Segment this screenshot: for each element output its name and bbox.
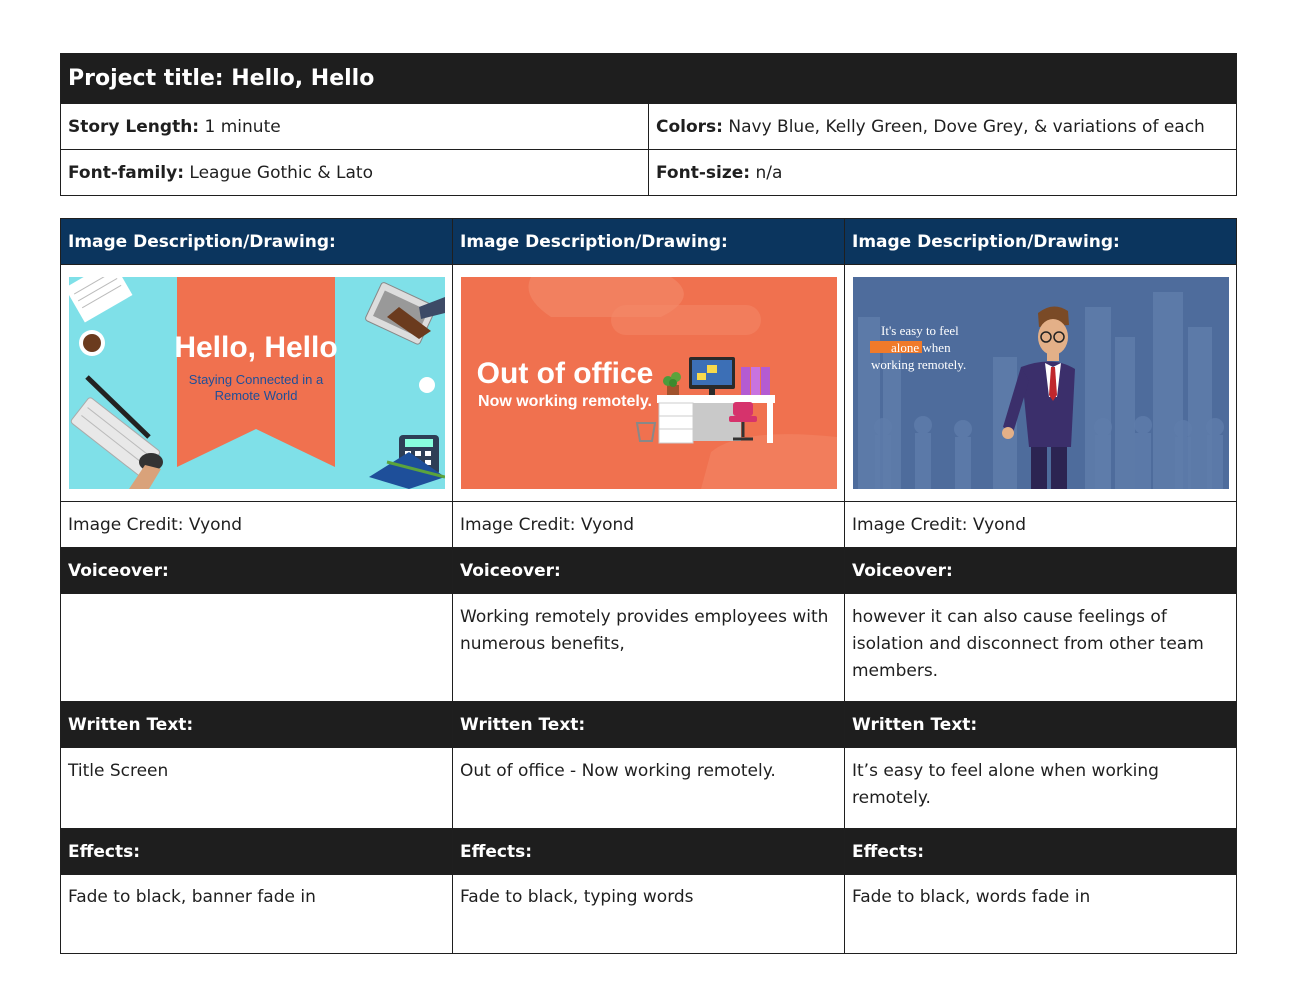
font-size-cell (649, 150, 1237, 196)
frame-1-headline: Hello, Hello (173, 331, 338, 364)
project-info-table (60, 53, 1237, 196)
frame-2-illustration (461, 277, 837, 489)
effects-header: Effects: (845, 829, 1237, 875)
font-family-value: League Gothic & Lato (184, 162, 373, 183)
frame-3-image-cell (845, 265, 1237, 502)
story-length-label: Story Length: (68, 116, 200, 137)
frame-2-image-cell (453, 265, 845, 502)
image-credit: Image Credit: Vyond (845, 502, 1237, 548)
effects-header: Effects: (61, 829, 453, 875)
image-header: Image Description/Drawing: (61, 219, 453, 265)
font-family-label: Font-family: (68, 162, 185, 183)
frame-3-highlight-word: alone (890, 340, 919, 355)
effects-text: Fade to black, typing words (453, 875, 845, 954)
written-text-header: Written Text: (845, 702, 1237, 748)
written-text: It’s easy to feel alone when working remotely. (845, 748, 1237, 829)
project-title: Project title: Hello, Hello (61, 54, 1237, 104)
frame-3-line-2: when (918, 340, 951, 355)
font-size-value: n/a (750, 162, 783, 183)
image-credit: Image Credit: Vyond (61, 502, 453, 548)
frame-3-line-1: It's easy to feel (880, 323, 959, 338)
voiceover-header: Voiceover: (61, 548, 453, 594)
written-text: Out of office - Now working remotely. (453, 748, 845, 829)
font-family-cell (61, 150, 649, 196)
colors-label: Colors: (656, 116, 723, 137)
storyboard-table (60, 218, 1237, 954)
image-header: Image Description/Drawing: (453, 219, 845, 265)
story-length-cell (61, 104, 649, 150)
effects-header: Effects: (453, 829, 845, 875)
image-header: Image Description/Drawing: (845, 219, 1237, 265)
written-text-header: Written Text: (61, 702, 453, 748)
frame-1-subline: Remote World (214, 388, 297, 403)
font-size-label: Font-size: (656, 162, 751, 183)
effects-text: Fade to black, words fade in (845, 875, 1237, 954)
story-length-value: 1 minute (199, 116, 281, 137)
colors-cell (649, 104, 1237, 150)
written-text-header: Written Text: (453, 702, 845, 748)
frame-1-illustration (69, 277, 445, 489)
voiceover-text (61, 594, 453, 702)
frame-2-headline: Out of office (476, 357, 653, 390)
effects-text: Fade to black, banner fade in (61, 875, 453, 954)
frame-3-line-3: working remotely. (870, 357, 966, 372)
written-text: Title Screen (61, 748, 453, 829)
frame-1-subline: Staying Connected in a (188, 372, 323, 387)
colors-value: Navy Blue, Kelly Green, Dove Grey, & variations of each (722, 116, 1205, 137)
voiceover-header: Voiceover: (453, 548, 845, 594)
voiceover-header: Voiceover: (845, 548, 1237, 594)
image-credit: Image Credit: Vyond (453, 502, 845, 548)
voiceover-text: Working remotely provides employees with numerous benefits, (453, 594, 845, 702)
frame-1-image-cell (61, 265, 453, 502)
frame-2-subline: Now working remotely. (477, 393, 652, 410)
voiceover-text: however it can also cause feelings of isolation and disconnect from other team members. (845, 594, 1237, 702)
svg-text:alone when (891, 340, 951, 355)
frame-3-illustration (853, 277, 1229, 489)
